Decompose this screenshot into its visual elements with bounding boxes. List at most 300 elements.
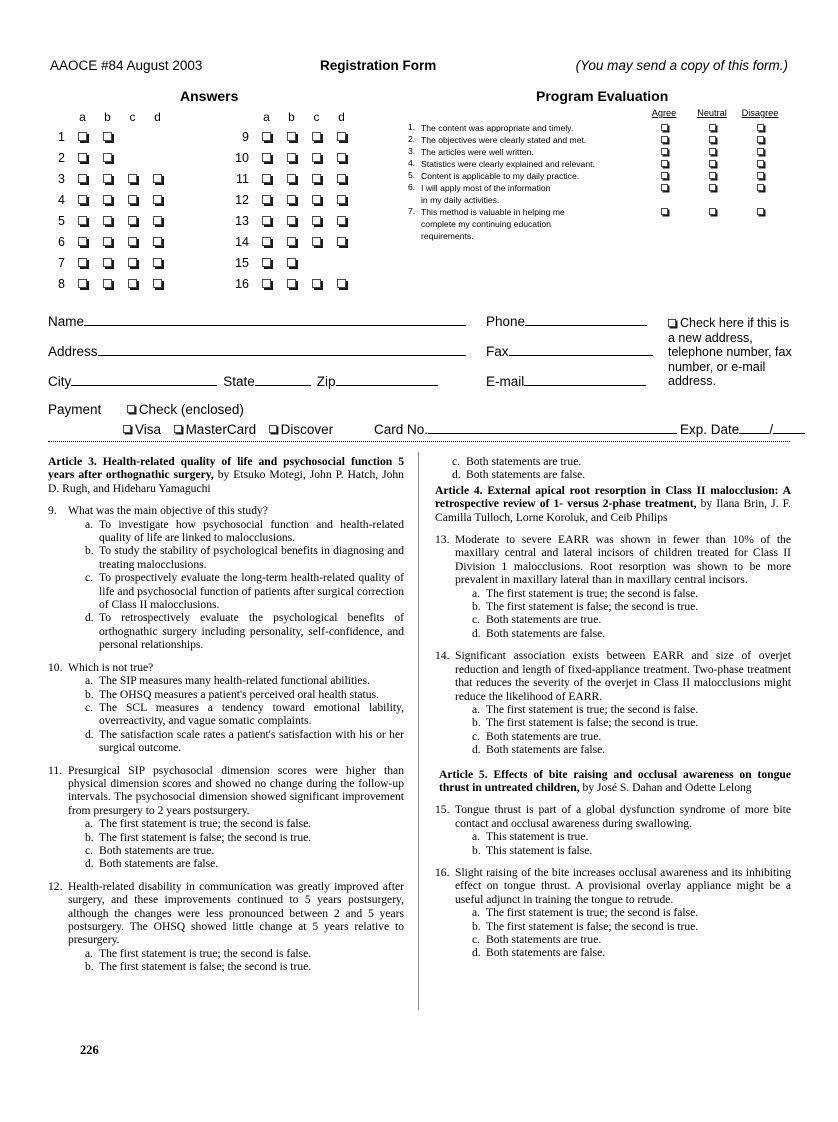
answer-checkbox-6-d[interactable] (153, 237, 162, 246)
evaluation-checkbox-cell[interactable] (688, 122, 736, 134)
evaluation-checkbox-cell[interactable] (688, 134, 736, 146)
mastercard-label: MasterCard (185, 422, 257, 437)
answers-section-title: Answers (180, 88, 239, 104)
phone-input[interactable] (525, 315, 647, 326)
question-15 (435, 803, 791, 857)
question-11-option (83, 817, 404, 830)
answer-cell[interactable] (70, 169, 95, 190)
answer-checkbox-13-d[interactable] (337, 216, 346, 225)
question-14-options (470, 703, 791, 757)
answer-checkbox-10-c[interactable] (312, 153, 321, 162)
state-input[interactable] (255, 375, 311, 386)
evaluation-checkbox-cell[interactable] (688, 146, 736, 158)
answer-checkbox-12-a[interactable] (262, 195, 271, 204)
answer-row-number: 1 (58, 130, 65, 144)
answer-cell[interactable] (145, 274, 170, 295)
evaluation-checkbox-cell[interactable] (736, 122, 784, 134)
option-letter: d. (85, 611, 94, 625)
evaluation-checkbox-cell[interactable] (736, 146, 784, 158)
answer-row (232, 211, 354, 232)
answer-cell[interactable] (304, 232, 329, 253)
exp-month-input[interactable] (739, 423, 769, 434)
question-13 (435, 533, 791, 640)
scale-header-neutral: Neutral (697, 108, 727, 118)
option-text: Both statements are false. (486, 743, 606, 757)
evaluation-checkbox-6-agree[interactable] (661, 184, 668, 191)
question-15-option (470, 830, 791, 843)
discover-checkbox[interactable] (269, 425, 277, 433)
answer-checkbox-3-d[interactable] (153, 174, 162, 183)
answer-row (48, 232, 170, 253)
answer-cell[interactable] (120, 211, 145, 232)
answer-cell[interactable] (145, 211, 170, 232)
option-letter: d. (85, 727, 94, 741)
evaluation-checkbox-cell[interactable] (736, 158, 784, 170)
answer-row-number: 8 (58, 277, 65, 291)
evaluation-row (408, 170, 793, 182)
program-evaluation-table (408, 108, 793, 242)
answer-checkbox-8-a[interactable] (78, 279, 87, 288)
answer-cell[interactable] (120, 232, 145, 253)
question-16-option (470, 906, 791, 919)
evaluation-checkbox-cell[interactable] (736, 206, 784, 218)
answer-cell[interactable] (120, 169, 145, 190)
answer-cell[interactable] (95, 232, 120, 253)
answer-checkbox-9-d[interactable] (337, 132, 346, 141)
answer-row-number: 4 (58, 193, 65, 207)
answer-col-header-c: c (313, 109, 320, 124)
evaluation-checkbox-6-neutral[interactable] (709, 184, 716, 191)
answer-checkbox-16-b[interactable] (287, 279, 296, 288)
evaluation-checkbox-cell[interactable] (640, 146, 688, 158)
evaluation-checkbox-4-neutral[interactable] (709, 160, 716, 167)
evaluation-checkbox-5-neutral[interactable] (709, 172, 716, 179)
evaluation-checkbox-3-agree[interactable] (661, 148, 668, 155)
option-letter: c. (472, 613, 481, 627)
phone-label: Phone (486, 314, 526, 329)
answer-checkbox-6-b[interactable] (103, 237, 112, 246)
answer-row-number: 2 (58, 151, 65, 165)
answer-cell[interactable] (279, 232, 304, 253)
visa-checkbox[interactable] (123, 425, 131, 433)
answer-checkbox-2-b[interactable] (103, 153, 112, 162)
evaluation-checkbox-7-neutral[interactable] (709, 208, 716, 215)
article3-title (48, 455, 404, 495)
answer-checkbox-9-a[interactable] (262, 132, 271, 141)
answer-cell[interactable] (95, 169, 120, 190)
answer-checkbox-2-a[interactable] (78, 153, 87, 162)
evaluation-item-text: The objectives were clearly stated and met. (421, 135, 587, 145)
answer-checkbox-11-c[interactable] (312, 174, 321, 183)
answer-cell[interactable] (70, 148, 95, 169)
question-10-stem: Which is not true? (68, 660, 154, 674)
option-text: To retrospectively evaluate the psychological benefits of orthognathic surgery including personality, self-confidence, and personal relationships. (99, 611, 404, 652)
evaluation-checkbox-1-neutral[interactable] (709, 124, 716, 131)
answer-checkbox-11-d[interactable] (337, 174, 346, 183)
answer-cell[interactable] (279, 211, 304, 232)
evaluation-checkbox-cell[interactable] (736, 170, 784, 182)
answer-cell[interactable] (254, 190, 279, 211)
article5-title-text: Article 5. Effects of bite raising and occlusal awareness on tongue thrust in untreated children, (439, 767, 791, 794)
question-13-option (470, 587, 791, 600)
answer-cell[interactable] (304, 127, 329, 148)
state-label: State (223, 374, 255, 389)
answer-cell[interactable] (120, 274, 145, 295)
payment-row (48, 402, 244, 417)
answer-cell[interactable] (95, 148, 120, 169)
answer-checkbox-4-d[interactable] (153, 195, 162, 204)
answer-cell[interactable] (254, 253, 279, 274)
page-number: 226 (80, 1043, 99, 1057)
question-16-option (470, 946, 791, 959)
question-9-option (83, 518, 404, 545)
address-row (48, 344, 466, 359)
answer-cell[interactable] (95, 211, 120, 232)
answer-checkbox-6-c[interactable] (128, 237, 137, 246)
answer-checkbox-3-a[interactable] (78, 174, 87, 183)
address-label: Address (48, 344, 98, 359)
fax-row (486, 344, 653, 359)
fax-label: Fax (486, 344, 509, 359)
name-label: Name (48, 314, 85, 329)
evaluation-checkbox-7-disagree[interactable] (757, 208, 764, 215)
exp-slash: / (769, 422, 774, 437)
article3-title-text: Article 3. Health-related quality of life and psychosocial function 5 years after orthognathic surgery, (48, 455, 404, 482)
city-input[interactable] (71, 375, 217, 386)
answer-checkbox-8-d[interactable] (153, 279, 162, 288)
answer-cell[interactable] (145, 232, 170, 253)
answer-cell[interactable] (279, 148, 304, 169)
answer-cell[interactable] (279, 169, 304, 190)
question-13-option (470, 627, 791, 640)
option-text: The SIP measures many health-related functional abilities. (99, 674, 370, 688)
evaluation-item-continuation-text: requirements. (421, 231, 474, 241)
answer-cell[interactable] (120, 253, 145, 274)
evaluation-checkbox-3-disagree[interactable] (757, 148, 764, 155)
option-letter: a. (85, 517, 94, 531)
answer-cell-empty (120, 127, 145, 148)
mastercard-checkbox[interactable] (174, 425, 182, 433)
evaluation-checkbox-cell[interactable] (640, 206, 688, 218)
card-no-input[interactable] (428, 423, 677, 434)
evaluation-item-continuation-text: in my daily activities. (421, 195, 500, 205)
evaluation-checkbox-cell[interactable] (688, 182, 736, 194)
name-input[interactable] (84, 315, 466, 326)
option-text: The first statement is true; the second is false. (99, 817, 312, 831)
option-letter: d. (452, 468, 461, 482)
evaluation-row (408, 158, 793, 170)
option-text: Both statements are false. (486, 946, 606, 960)
fax-input[interactable] (509, 345, 653, 356)
city-label: City (48, 374, 72, 389)
answer-cell-empty (120, 148, 145, 169)
answer-row (48, 211, 170, 232)
evaluation-checkbox-3-neutral[interactable] (709, 148, 716, 155)
question-16-option (470, 933, 791, 946)
answer-cell[interactable] (70, 232, 95, 253)
answer-checkbox-14-a[interactable] (262, 237, 271, 246)
question-12-continued-option (450, 455, 791, 468)
answer-row-number: 5 (58, 214, 65, 228)
option-letter: c. (85, 571, 94, 585)
answer-cell[interactable] (329, 127, 354, 148)
answer-checkbox-16-d[interactable] (337, 279, 346, 288)
answer-checkbox-12-d[interactable] (337, 195, 346, 204)
evaluation-checkbox-5-agree[interactable] (661, 172, 668, 179)
evaluation-checkbox-cell[interactable] (640, 158, 688, 170)
question-11-option (83, 857, 404, 870)
answer-cell[interactable] (304, 274, 329, 295)
answer-checkbox-7-d[interactable] (153, 258, 162, 267)
answer-col-header-d: d (154, 109, 161, 124)
evaluation-checkbox-4-disagree[interactable] (757, 160, 764, 167)
option-letter: b. (472, 919, 481, 933)
answer-checkbox-5-a[interactable] (78, 216, 87, 225)
evaluation-checkbox-7-agree[interactable] (661, 208, 668, 215)
evaluation-checkbox-1-agree[interactable] (661, 124, 668, 131)
option-letter: a. (472, 830, 481, 844)
answer-cell[interactable] (329, 148, 354, 169)
answer-row (48, 148, 170, 169)
payment-label: Payment (48, 402, 102, 417)
option-letter: c. (85, 843, 94, 857)
answer-checkbox-5-d[interactable] (153, 216, 162, 225)
answer-cell[interactable] (70, 211, 95, 232)
evaluation-checkbox-2-agree[interactable] (661, 136, 668, 143)
answer-checkbox-5-b[interactable] (103, 216, 112, 225)
answer-checkbox-8-b[interactable] (103, 279, 112, 288)
answer-cell[interactable] (145, 169, 170, 190)
answer-cell-empty (145, 148, 170, 169)
evaluation-item-text: Content is applicable to my daily practice. (421, 171, 580, 181)
card-no-label: Card No. (374, 422, 429, 437)
answer-cell[interactable] (254, 148, 279, 169)
evaluation-checkbox-cell[interactable] (736, 134, 784, 146)
answer-cell[interactable] (304, 211, 329, 232)
answer-checkbox-11-b[interactable] (287, 174, 296, 183)
answer-cell[interactable] (145, 190, 170, 211)
evaluation-checkbox-cell[interactable] (640, 122, 688, 134)
answer-checkbox-4-c[interactable] (128, 195, 137, 204)
evaluation-checkbox-4-agree[interactable] (661, 160, 668, 167)
option-text: The first statement is false; the second is true. (486, 919, 699, 933)
question-9-option (83, 611, 404, 651)
evaluation-item-text: This method is valuable in helping me (421, 207, 565, 217)
address-input[interactable] (98, 345, 466, 356)
option-letter: c. (472, 729, 481, 743)
option-text: Both statements are true. (486, 613, 602, 627)
answer-checkbox-4-b[interactable] (103, 195, 112, 204)
option-letter: b. (472, 716, 481, 730)
answer-cell[interactable] (329, 211, 354, 232)
answer-cell[interactable] (279, 190, 304, 211)
question-16-option (470, 920, 791, 933)
question-12-options (83, 947, 404, 974)
page-title: Registration Form (320, 58, 437, 73)
option-text: The first statement is false; the second is true. (486, 600, 699, 614)
answer-cell[interactable] (95, 190, 120, 211)
answer-checkbox-10-b[interactable] (287, 153, 296, 162)
answer-cell[interactable] (70, 274, 95, 295)
answer-cell[interactable] (254, 169, 279, 190)
option-text: To study the stability of psychological benefits in diagnosing and treating malocclusions. (99, 544, 404, 571)
evaluation-checkbox-cell[interactable] (688, 170, 736, 182)
check-enclosed-checkbox[interactable] (127, 405, 135, 413)
question-14-option (470, 716, 791, 729)
answer-cell[interactable] (70, 253, 95, 274)
answer-cell[interactable] (70, 190, 95, 211)
option-letter: a. (85, 946, 94, 960)
new-address-text: Check here if this is a new address, telephone number, fax number, or e-mail address. (668, 316, 792, 388)
answer-cell[interactable] (145, 253, 170, 274)
answer-row (48, 274, 170, 295)
answer-checkbox-15-b[interactable] (287, 258, 296, 267)
answer-checkbox-16-c[interactable] (312, 279, 321, 288)
answer-checkbox-16-a[interactable] (262, 279, 271, 288)
answer-cell[interactable] (279, 253, 304, 274)
answer-checkbox-14-c[interactable] (312, 237, 321, 246)
answer-checkbox-13-a[interactable] (262, 216, 271, 225)
answer-cell[interactable] (95, 274, 120, 295)
answer-cell[interactable] (254, 232, 279, 253)
option-text: Both statements are true. (486, 729, 602, 743)
option-letter: c. (472, 933, 481, 946)
evaluation-checkbox-cell[interactable] (688, 206, 736, 218)
answer-checkbox-14-b[interactable] (287, 237, 296, 246)
page-header (50, 58, 788, 73)
option-letter: b. (85, 544, 94, 558)
answer-checkbox-5-c[interactable] (128, 216, 137, 225)
option-text: The first statement is true; the second is false. (486, 586, 699, 600)
answer-checkbox-3-c[interactable] (128, 174, 137, 183)
answer-checkbox-13-b[interactable] (287, 216, 296, 225)
answer-row (48, 127, 170, 148)
question-14-option (470, 743, 791, 756)
question-9-option (83, 571, 404, 611)
question-9-options (83, 518, 404, 652)
option-text: Both statements are true. (486, 933, 602, 946)
answer-col-header-a: a (79, 109, 86, 124)
answer-cell[interactable] (254, 211, 279, 232)
new-address-checkbox[interactable] (668, 319, 676, 327)
answer-checkbox-12-b[interactable] (287, 195, 296, 204)
evaluation-checkbox-2-disagree[interactable] (757, 136, 764, 143)
evaluation-item-number: 4. (408, 158, 416, 168)
answer-col-header-d: d (338, 109, 345, 124)
question-9 (48, 504, 404, 651)
city-row (48, 374, 438, 389)
answer-checkbox-9-c[interactable] (312, 132, 321, 141)
answer-cell[interactable] (120, 190, 145, 211)
option-letter: d. (472, 626, 481, 640)
answer-checkbox-9-b[interactable] (287, 132, 296, 141)
answer-checkbox-10-d[interactable] (337, 153, 346, 162)
answer-col-header-c: c (129, 109, 136, 124)
evaluation-checkbox-5-disagree[interactable] (757, 172, 764, 179)
answer-cell[interactable] (329, 232, 354, 253)
answer-cell[interactable] (279, 274, 304, 295)
answer-cell[interactable] (304, 190, 329, 211)
exp-year-input[interactable] (773, 423, 805, 434)
zip-input[interactable] (336, 375, 438, 386)
evaluation-checkbox-cell[interactable] (736, 182, 784, 194)
question-11-option (83, 844, 404, 857)
answer-checkbox-15-a[interactable] (262, 258, 271, 267)
evaluation-checkbox-cell[interactable] (640, 170, 688, 182)
answer-checkbox-1-b[interactable] (103, 132, 112, 141)
answer-checkbox-13-c[interactable] (312, 216, 321, 225)
answer-cell[interactable] (254, 274, 279, 295)
answer-checkbox-1-a[interactable] (78, 132, 87, 141)
evaluation-checkbox-2-neutral[interactable] (709, 136, 716, 143)
answer-cell[interactable] (95, 127, 120, 148)
answer-checkbox-11-a[interactable] (262, 174, 271, 183)
question-16-options (470, 906, 791, 960)
evaluation-checkbox-cell[interactable] (688, 158, 736, 170)
answer-cell[interactable] (304, 169, 329, 190)
answer-checkbox-6-a[interactable] (78, 237, 87, 246)
answer-cell[interactable] (329, 169, 354, 190)
evaluation-item-number: 6. (408, 182, 416, 192)
answer-checkbox-7-a[interactable] (78, 258, 87, 267)
evaluation-item-number: 5. (408, 170, 416, 180)
answer-checkbox-10-a[interactable] (262, 153, 271, 162)
answer-cell[interactable] (70, 127, 95, 148)
check-enclosed-label: Check (enclosed) (138, 402, 244, 417)
answer-cell[interactable] (254, 127, 279, 148)
question-10-option (83, 688, 404, 701)
evaluation-checkbox-6-disagree[interactable] (757, 184, 764, 191)
evaluation-item-text: The content was appropriate and timely. (421, 123, 574, 133)
evaluation-row (408, 182, 793, 194)
evaluation-checkbox-cell[interactable] (640, 182, 688, 194)
answer-cell[interactable] (95, 253, 120, 274)
visa-label: Visa (135, 422, 162, 437)
option-text: The OHSQ measures a patient's perceived oral health status. (99, 687, 379, 701)
email-input[interactable] (524, 375, 646, 386)
option-text: The first statement is true; the second is false. (99, 946, 312, 960)
evaluation-row (408, 122, 793, 134)
option-letter: b. (472, 843, 481, 857)
question-15-number: 15. (435, 803, 450, 817)
answer-row-number: 7 (58, 256, 65, 270)
option-text: Both statements are false. (486, 626, 606, 640)
answer-checkbox-12-c[interactable] (312, 195, 321, 204)
answer-checkbox-7-b[interactable] (103, 258, 112, 267)
option-letter: b. (85, 960, 94, 974)
answer-cell[interactable] (304, 148, 329, 169)
evaluation-item-continuation (408, 218, 793, 230)
article4-title (435, 484, 791, 524)
answer-cell[interactable] (329, 190, 354, 211)
answer-row (232, 127, 354, 148)
article4-title-text: Article 4. External apical root resorption in Class II malocclusion: A retrospective review of 1- versus 2-phase treatment, (435, 483, 791, 511)
option-letter: d. (85, 857, 94, 871)
answer-cell[interactable] (279, 127, 304, 148)
answer-row-number: 13 (235, 214, 249, 228)
answer-checkbox-4-a[interactable] (78, 195, 87, 204)
evaluation-checkbox-cell[interactable] (640, 134, 688, 146)
answer-cell[interactable] (329, 274, 354, 295)
answer-checkbox-8-c[interactable] (128, 279, 137, 288)
evaluation-checkbox-1-disagree[interactable] (757, 124, 764, 131)
answer-checkbox-3-b[interactable] (103, 174, 112, 183)
answer-checkbox-14-d[interactable] (337, 237, 346, 246)
article4-authors: by Ilana Brin, J. F. Camilla Tulloch, Lorne Koroluk, and Ceib Philips (435, 497, 791, 524)
question-12-option (83, 960, 404, 973)
answer-checkbox-7-c[interactable] (128, 258, 137, 267)
option-text: The first statement is true; the second is false. (486, 702, 699, 716)
